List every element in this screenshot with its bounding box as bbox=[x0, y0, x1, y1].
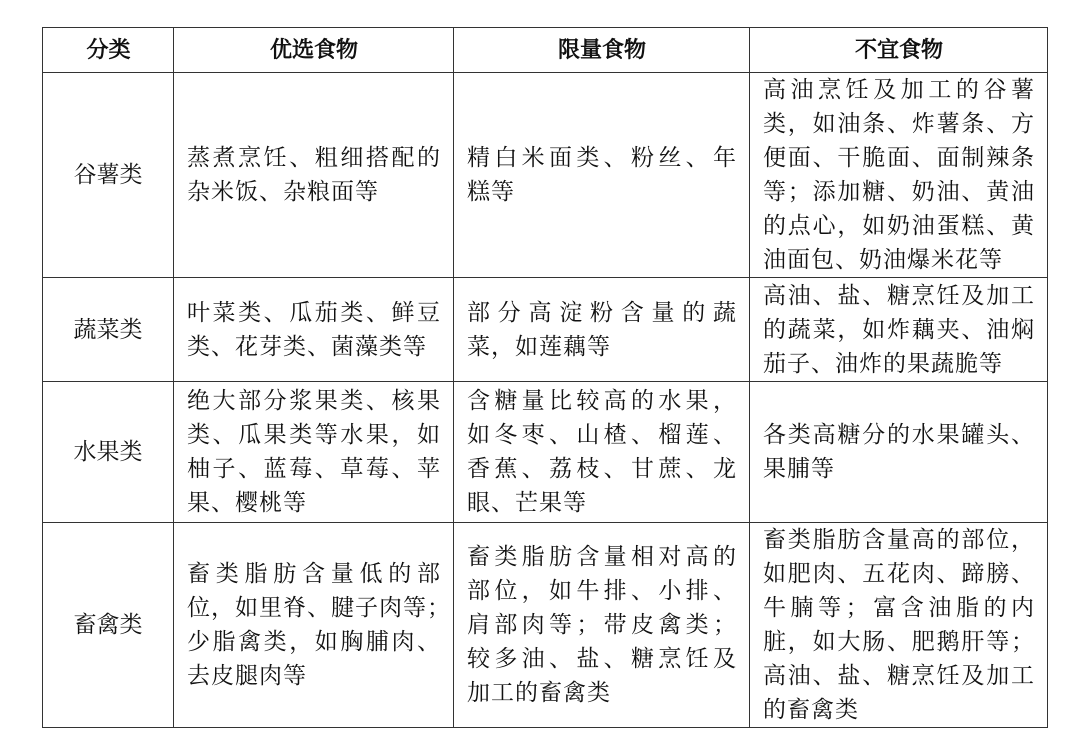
cell-text-line: 杂米饭、杂粮面等 bbox=[187, 179, 379, 205]
cell-text-line: 肩部肉等；带皮禽类； bbox=[467, 612, 737, 638]
cell-text-line: 高油、盐、糖烹饪及加工 bbox=[763, 663, 1035, 689]
cell-text-line: 如冬枣、山楂、榴莲、 bbox=[467, 422, 737, 448]
food-guide-table bbox=[42, 27, 1048, 728]
header-row bbox=[43, 28, 1048, 73]
preferred-cell bbox=[174, 382, 454, 523]
preferred-cell bbox=[174, 73, 454, 278]
cell-text-line: 的蔬菜，如炸藕夹、油焖 bbox=[763, 316, 1035, 343]
cell-text-line: 的畜禽类 bbox=[763, 697, 859, 723]
cell-text-line: 绝大部分浆果类、核果 bbox=[187, 388, 441, 414]
cell-text-line: 畜类脂肪含量相对高的 bbox=[467, 544, 737, 570]
cell-text-line: 高油、盐、糖烹饪及加工 bbox=[763, 282, 1035, 309]
category-cell: 蔬菜类 bbox=[43, 278, 174, 382]
cell-text-line: 的点心，如奶油蛋糕、黄 bbox=[763, 213, 1035, 239]
limited-cell bbox=[454, 382, 750, 523]
limited-cell bbox=[454, 73, 750, 278]
header-preferred: 优选食物 bbox=[174, 28, 454, 73]
cell-text-line: 含糖量比较高的水果， bbox=[467, 388, 737, 414]
cell-text-line: 便面、干脆面、面制辣条 bbox=[763, 145, 1035, 171]
cell-text-line: 菜，如莲藕等 bbox=[467, 333, 611, 360]
cell-text-line: 柚子、蓝莓、草莓、苹 bbox=[187, 456, 441, 482]
avoid-cell bbox=[750, 73, 1048, 278]
table-row bbox=[43, 382, 1048, 523]
header-avoid: 不宜食物 bbox=[750, 28, 1048, 73]
limited-cell bbox=[454, 523, 750, 728]
limited-cell bbox=[454, 278, 750, 382]
cell-text-line: 较多油、盐、糖烹饪及 bbox=[467, 646, 737, 672]
cell-text-line: 类、瓜果类等水果，如 bbox=[187, 422, 441, 448]
table-row bbox=[43, 278, 1048, 382]
cell-text-line: 位，如里脊、腱子肉等； bbox=[187, 595, 451, 621]
cell-text-line: 眼、芒果等 bbox=[467, 490, 587, 516]
cell-text-line: 脏，如大肠、肥鹅肝等； bbox=[763, 629, 1035, 655]
cell-text-line: 部分高淀粉含量的蔬 bbox=[467, 299, 737, 326]
header-category: 分类 bbox=[43, 28, 174, 73]
cell-text-line: 类，如油条、炸薯条、方 bbox=[763, 111, 1035, 137]
cell-text-line: 加工的畜禽类 bbox=[467, 680, 611, 706]
category-cell: 畜禽类 bbox=[43, 523, 174, 728]
cell-text-line: 香蕉、荔枝、甘蔗、龙 bbox=[467, 456, 737, 482]
cell-text-line: 少脂禽类，如胸脯肉、 bbox=[187, 629, 441, 655]
category-cell: 谷薯类 bbox=[43, 73, 174, 278]
cell-text-line: 高油烹饪及加工的谷薯 bbox=[763, 77, 1035, 103]
avoid-cell bbox=[750, 523, 1048, 728]
cell-text-line: 部位，如牛排、小排、 bbox=[467, 578, 737, 604]
cell-text-line: 各类高糖分的水果罐头、 bbox=[763, 422, 1035, 448]
avoid-cell bbox=[750, 278, 1048, 382]
cell-text-line: 糕等 bbox=[467, 179, 515, 205]
cell-text-line: 如肥肉、五花肉、蹄膀、 bbox=[763, 561, 1035, 587]
cell-text-line: 果脯等 bbox=[763, 456, 835, 482]
cell-text-line: 精白米面类、粉丝、年 bbox=[467, 145, 737, 171]
cell-text-line: 等；添加糖、奶油、黄油 bbox=[763, 179, 1035, 205]
cell-text-line: 畜类脂肪含量高的部位， bbox=[763, 527, 1035, 553]
cell-text-line: 去皮腿肉等 bbox=[187, 663, 307, 689]
table-row bbox=[43, 73, 1048, 278]
cell-text-line: 果、樱桃等 bbox=[187, 490, 307, 516]
category-cell: 水果类 bbox=[43, 382, 174, 523]
cell-text-line: 叶菜类、瓜茄类、鲜豆 bbox=[187, 299, 441, 326]
cell-text-line: 油面包、奶油爆米花等 bbox=[763, 247, 1003, 273]
cell-text-line: 类、花芽类、菌藻类等 bbox=[187, 333, 427, 360]
cell-text-line: 蒸煮烹饪、粗细搭配的 bbox=[187, 145, 441, 171]
cell-text-line: 茄子、油炸的果蔬脆等 bbox=[763, 350, 1003, 377]
table-row bbox=[43, 523, 1048, 728]
cell-text-line: 牛腩等；富含油脂的内 bbox=[763, 595, 1035, 621]
cell-text-line: 畜类脂肪含量低的部 bbox=[187, 561, 441, 587]
avoid-cell bbox=[750, 382, 1048, 523]
preferred-cell bbox=[174, 523, 454, 728]
preferred-cell bbox=[174, 278, 454, 382]
header-limited: 限量食物 bbox=[454, 28, 750, 73]
